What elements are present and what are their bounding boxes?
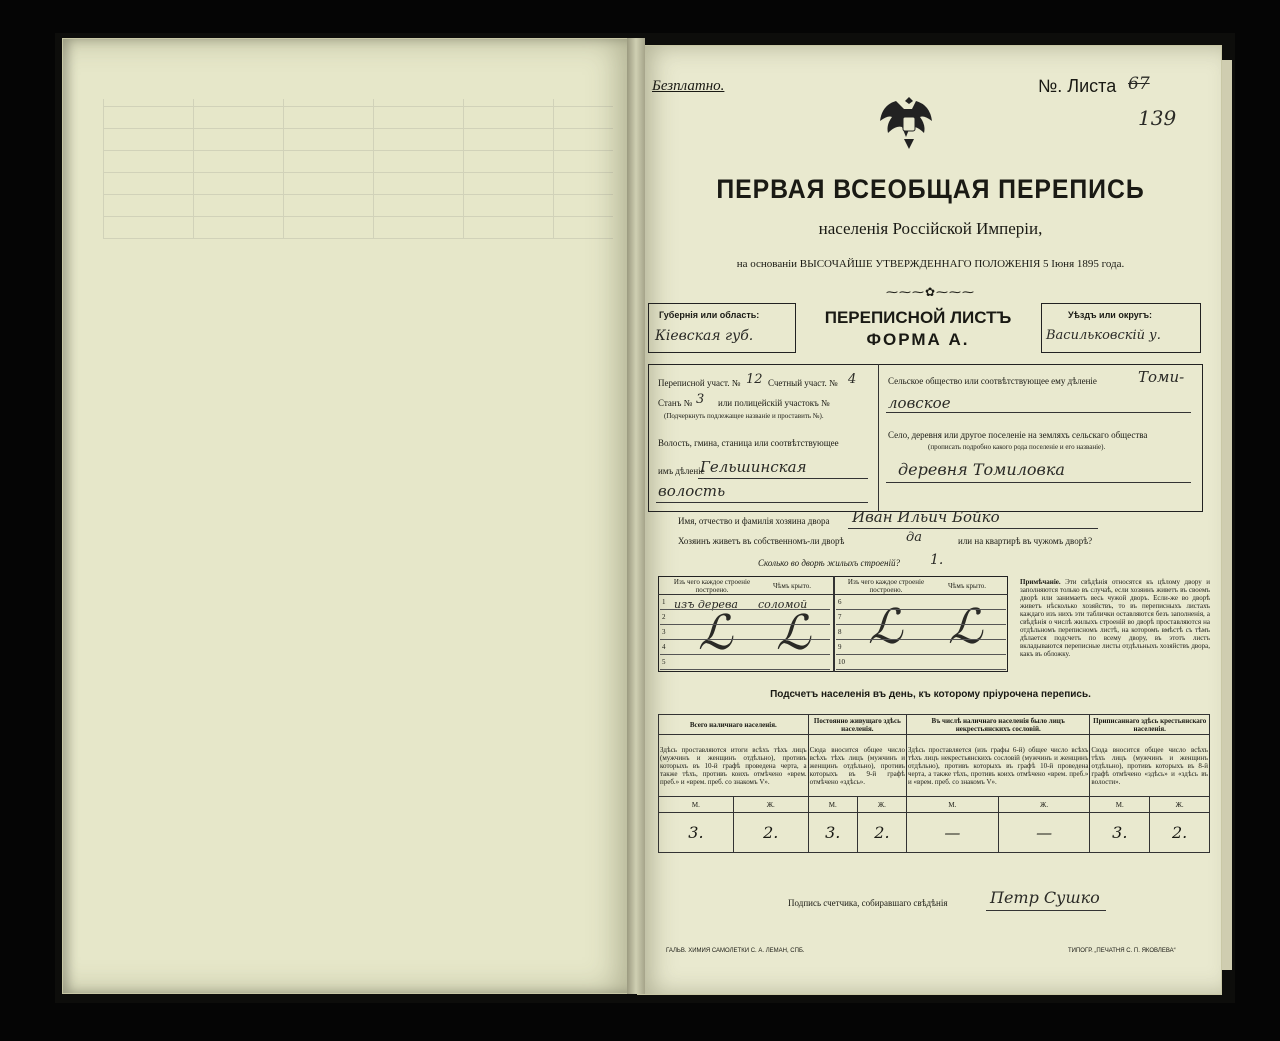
building-row-number: 5: [662, 658, 666, 666]
list-title: ПЕРЕПИСНОЙ ЛИСТЪ: [824, 308, 1012, 327]
count-area-value: 4: [848, 372, 857, 387]
signature-underline: [986, 910, 1106, 911]
buildings-table-divider: [833, 576, 835, 672]
note-body: Эти свѣдѣнія относятся къ цѣлому двору и заполняются только въ случаѣ, если хозяинъ живетъ въ своемъ дворѣ или занимаетъ весь чужой дворъ. Если-же во дворѣ живетъ нѣсколько хозяйствъ, то въ переписныхъ листахъ каждаго изъ нихъ эти таблички оставляются безъ заполненія, а свѣдѣнія о числѣ жилыхъ строеній во дворѣ проставляются на отдѣльномъ переписномъ листѣ, на которомъ вмѣстѣ съ тѣмъ дѣлается подсчетъ по всему двору, въ этотъ листъ вкладываются переписные листы отдѣльныхъ хозяйствъ двора, какъ въ обложку.: [1020, 578, 1210, 658]
building-row-line: [660, 624, 830, 625]
buildings-table-header-line: [658, 594, 1008, 595]
population-group-title: Постоянно живущаго здѣсь населенія.: [808, 715, 906, 735]
building-row-number: 8: [838, 628, 842, 636]
building-1-material: изъ дерева: [674, 598, 738, 611]
owner-label: Имя, отчество и фамилія хозяина двора: [678, 516, 830, 526]
building-row-number: 3: [662, 628, 666, 636]
bleed-through-table: [103, 99, 613, 239]
signature-label: Подпись счетчика, собиравшаго свѣдѣнія: [788, 898, 948, 908]
female-header: Ж.: [998, 797, 1090, 813]
free-label: Безплатно.: [652, 78, 725, 94]
building-row-number: 1: [662, 598, 666, 606]
footer-printer-right: ТИПОГР. „ПЕЧАТНЯ С. П. ЯКОВЛЕВА“: [1068, 948, 1176, 954]
volost-label: Волость, гмина, станица или соотвѣтствующее: [658, 438, 839, 448]
buildings-material-header-2: Изъ чего каждое строеніе построено.: [847, 578, 925, 594]
double-headed-eagle-emblem: [876, 91, 942, 155]
population-group-title: Всего наличнаго населенія.: [659, 715, 809, 735]
empty-mark-2: ℒ: [776, 605, 811, 661]
lives-label: Хозяинъ живетъ въ собственномъ-ли дворѣ: [678, 536, 845, 546]
village-note: (прописать подробно какого рода поселеніе и его названіе).: [928, 443, 1106, 451]
society-underline: [886, 412, 1191, 413]
building-row-number: 6: [838, 598, 842, 606]
village-label: Село, деревня или другое поселеніе на земляхъ сельскаго общества: [888, 430, 1148, 440]
building-row-line: [836, 639, 1006, 640]
census-form-page: [637, 45, 1222, 995]
district-value: Васильковскій у.: [1046, 328, 1161, 343]
buildings-value: 1.: [930, 552, 944, 568]
owner-underline: [848, 528, 1098, 529]
sheet-number-value: 67: [1128, 74, 1150, 94]
male-count: 3.: [1090, 813, 1150, 853]
building-row-number: 9: [838, 643, 842, 651]
building-row-line: [836, 669, 1006, 670]
stan-value: 3: [696, 392, 705, 407]
male-header: М.: [808, 797, 857, 813]
male-header: М.: [659, 797, 734, 813]
male-header: М.: [1090, 797, 1150, 813]
note-text: [1020, 578, 1210, 658]
note-label: Примѣчаніе.: [1020, 578, 1061, 586]
population-group-title: Приписаннаго здѣсь крестьянскаго населенія.: [1090, 715, 1210, 735]
female-header: Ж.: [733, 797, 808, 813]
volost-underline-2: [656, 502, 868, 503]
building-row-line: [836, 609, 1006, 610]
census-title: ПЕРВАЯ ВСЕОБЩАЯ ПЕРЕПИСЬ: [716, 174, 1145, 204]
population-group-desc: Здѣсь проставляется (изъ графы 6-й) общее число всѣхъ тѣхъ лицъ некрестьянскихъ сословій (мужчинъ и женщинъ отдѣльно), противъ которыхъ въ графѣ 10-й проведена черта, а также тѣхъ, противъ коихъ отмѣчено «врем. преб.» и «врем. преб. со знакомъ V».: [907, 735, 1090, 797]
empty-mark-4: ℒ: [948, 599, 983, 655]
volost-underline: [698, 478, 868, 479]
form-name: ФОРМА А.: [866, 330, 970, 349]
lives-value: да: [906, 530, 922, 545]
female-header: Ж.: [857, 797, 906, 813]
population-group-title: Въ числѣ наличнаго населенія было лицъ некрестьянскихъ сословій.: [907, 715, 1090, 735]
society-label: Сельское общество или соотвѣтствующее ему дѣленіе: [888, 376, 1097, 386]
society-value-1: Томи-: [1138, 368, 1185, 386]
female-count: 2.: [733, 813, 808, 853]
village-underline: [886, 482, 1191, 483]
female-count: 2.: [857, 813, 906, 853]
buildings-roof-header: Чѣмъ крыто.: [773, 582, 811, 590]
census-subtitle: населенія Россійской Имперіи,: [818, 219, 1043, 238]
building-row-number: 10: [838, 658, 845, 666]
building-1-roof: соломой: [758, 598, 808, 611]
stan-label: Станъ №: [658, 398, 693, 408]
village-value: деревня Томиловка: [898, 460, 1065, 479]
male-header: М.: [907, 797, 999, 813]
district-label: Уѣздъ или округъ:: [1068, 310, 1153, 320]
population-group-desc: Сюда вносится общее число всѣхъ тѣхъ лицъ (мужчинъ и женщинъ отдѣльно), противъ которыхъ въ 9-й графѣ отмѣчено «здѣсь».: [808, 735, 906, 797]
district-box: [1041, 303, 1201, 353]
book-gutter: [627, 38, 645, 994]
building-row-number: 2: [662, 613, 666, 621]
population-table: [658, 714, 1210, 853]
building-row-line: [836, 654, 1006, 655]
building-row-line: [660, 609, 830, 610]
building-row-line: [660, 654, 830, 655]
female-header: Ж.: [1150, 797, 1210, 813]
police-note: (Подчеркнуть подлежащее названіе и проставить №).: [664, 412, 824, 420]
population-group-desc: Здѣсь проставляются итоги всѣхъ тѣхъ лицъ (мужчинъ и женщинъ отдѣльно), противъ которыхъ въ 10-й графѣ проведена черта, а также тѣхъ, противъ коихъ отмѣчено «врем. преб.» и «врем. преб. со знакомъ V».: [659, 735, 809, 797]
page-number: 139: [1138, 106, 1177, 130]
society-value-2: ловское: [888, 394, 951, 412]
buildings-roof-header-2: Чѣмъ крыто.: [948, 582, 986, 590]
building-row-number: 7: [838, 613, 842, 621]
lives-label-2: или на квартирѣ въ чужомъ дворѣ?: [958, 536, 1093, 546]
sheet-number-label: №. Листа: [1038, 76, 1117, 96]
left-page: [62, 38, 637, 994]
province-label: Губернія или область:: [659, 310, 760, 320]
volost-value-1: Гельшинская: [700, 458, 807, 476]
province-value: Кіевская губ.: [655, 328, 754, 344]
census-area-value: 12: [746, 372, 763, 387]
location-divider: [878, 364, 879, 512]
owner-value: Иван Ильич Бойко: [852, 508, 1000, 526]
building-row-line: [660, 639, 830, 640]
province-box: [648, 303, 796, 353]
signature-value: Петр Сушко: [990, 888, 1100, 907]
male-count: 3.: [808, 813, 857, 853]
ornament-divider: ⁓⁓⁓✿⁓⁓⁓: [885, 285, 976, 299]
police-label: или полицейскій участокъ №: [718, 398, 830, 408]
building-row-line: [660, 669, 830, 670]
footer-printer-left: ГАЛЬВ. ХИМИЯ САМОЛЕТКИ С. А. ЛЕМАН, СПБ.: [666, 948, 805, 954]
census-area-label: Переписной участ. №: [658, 378, 741, 388]
empty-mark-3: ℒ: [868, 599, 903, 655]
volost-value-2: волость: [658, 482, 726, 500]
count-area-label: Счетный участ. №: [768, 378, 838, 388]
buildings-label: Сколько во дворѣ жилыхъ строеній?: [758, 558, 900, 568]
population-heading: Подсчетъ населенія въ день, къ которому пріурочена перепись.: [770, 689, 1091, 700]
census-basis: на основаніи ВЫСОЧАЙШЕ УТВЕРЖДЕННАГО ПОЛОЖЕНІЯ 5 Іюня 1895 года.: [736, 258, 1125, 270]
page-edge: [1222, 60, 1232, 970]
male-count: —: [907, 813, 999, 853]
building-row-number: 4: [662, 643, 666, 651]
buildings-material-header: Изъ чего каждое строеніе построено.: [673, 578, 751, 594]
male-count: 3.: [659, 813, 734, 853]
building-row-line: [836, 624, 1006, 625]
female-count: 2.: [1150, 813, 1210, 853]
female-count: —: [998, 813, 1090, 853]
population-group-desc: Сюда вносится общее число всѣхъ тѣхъ лицъ (мужчинъ и женщинъ отдѣльно), противъ которыхъ въ 8-й графѣ отмѣчено «здѣсь» и «здѣсь въ волости».: [1090, 735, 1210, 797]
empty-mark-1: ℒ: [698, 605, 733, 661]
volost-label-2: имъ дѣленіе: [658, 466, 705, 476]
